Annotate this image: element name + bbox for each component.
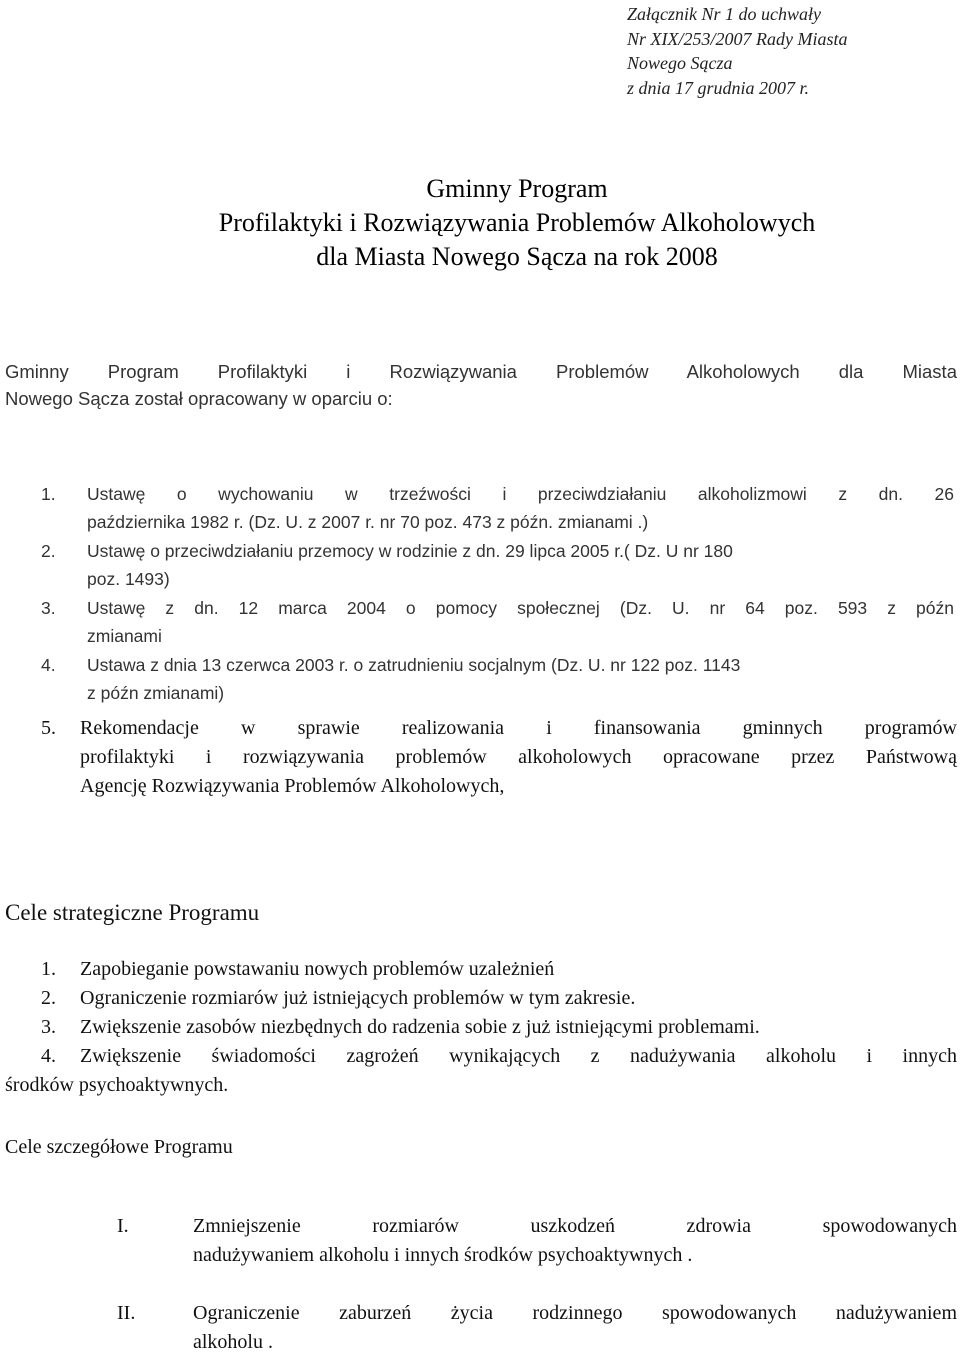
law-1-line-1: Ustawę o wychowaniu w trzeźwości i przeciwdziałaniu alkoholizmowi z dn. 26 <box>87 484 954 504</box>
strategic-item-4-number: 4. <box>41 1045 56 1067</box>
law-2-line-1: Ustawę o przeciwdziałaniu przemocy w rodzinie z dn. 29 lipca 2005 r.( Dz. U nr 180 <box>87 541 733 561</box>
law-5-line-3: Agencję Rozwiązywania Problemów Alkoholowych, <box>80 775 505 797</box>
law-5-line-1: Rekomendacje w sprawie realizowania i finansowania gminnych programów <box>80 717 957 739</box>
law-1-number: 1. <box>41 484 56 504</box>
legal-basis-item-5 <box>41 714 957 804</box>
annex-line-1: Załącznik Nr 1 do uchwały <box>627 4 821 24</box>
detailed-item-1-line-1: Zmniejszenie rozmiarów uszkodzeń zdrowia spowodowanych <box>193 1215 957 1237</box>
intro-line-2: Nowego Sącza został opracowany w oparciu o: <box>5 388 393 409</box>
title-line-3: dla Miasta Nowego Sącza na rok 2008 <box>316 242 718 271</box>
law-4-line-2: z późn zmianami) <box>87 682 225 703</box>
law-3-number: 3. <box>41 598 56 618</box>
strategic-item-3-text: Zwiększenie zasobów niezbędnych do radzenia sobie z już istniejącymi problemami. <box>80 1016 760 1038</box>
law-4-number: 4. <box>41 655 56 675</box>
law-5-number: 5. <box>41 717 56 739</box>
annex-line-3: Nowego Sącza <box>627 53 733 73</box>
detailed-item-1-number: I. <box>117 1215 129 1237</box>
law-3-line-2: zmianami <box>87 625 162 646</box>
strategic-item-2-text: Ograniczenie rozmiarów już istniejących problemów w tym zakresie. <box>80 987 636 1009</box>
law-4-line-1: Ustawa z dnia 13 czerwca 2003 r. o zatrudnieniu socjalnym (Dz. U. nr 122 poz. 1143 <box>87 655 741 675</box>
title-line-2: Profilaktyki i Rozwiązywania Problemów Alkoholowych <box>218 208 816 237</box>
law-2-number: 2. <box>41 541 56 561</box>
strategic-item-2-number: 2. <box>41 987 56 1009</box>
strategic-goals-heading: Cele strategiczne Programu <box>5 900 260 925</box>
document-title <box>0 172 960 274</box>
intro-paragraph <box>5 358 957 412</box>
detailed-item-2-line-1: Ograniczenie zaburzeń życia rodzinnego spowodowanych nadużywaniem <box>193 1302 957 1324</box>
strategic-item-4-line-1: Zwiększenie świadomości zagrożeń wynikających z nadużywania alkoholu i innych <box>80 1045 957 1067</box>
detailed-goals-heading: Cele szczegółowe Programu <box>5 1136 233 1158</box>
strategic-item-3-number: 3. <box>41 1016 56 1038</box>
title-line-1: Gminny Program <box>426 174 608 203</box>
detailed-item-2-number: II. <box>117 1302 136 1324</box>
strategic-item-1-text: Zapobieganie powstawaniu nowych problemów uzależnień <box>80 958 555 980</box>
detailed-item-1-line-2: nadużywaniem alkoholu i innych środków psychoaktywnych . <box>193 1244 693 1266</box>
detailed-item-2-line-2: alkoholu . <box>193 1331 273 1353</box>
law-2-line-2: poz. 1493) <box>87 568 170 589</box>
annex-header <box>627 2 847 100</box>
law-3-line-1: Ustawę z dn. 12 marca 2004 o pomocy społecznej (Dz. U. nr 64 poz. 593 z późn <box>87 598 954 618</box>
detailed-goals-list <box>117 1212 957 1352</box>
law-5-line-2: profilaktyki i rozwiązywania problemów alkoholowych opracowane przez Państwową <box>80 746 957 768</box>
intro-line-1: Gminny Program Profilaktyki i Rozwiązywania Problemów Alkoholowych dla Miasta <box>5 361 957 382</box>
strategic-item-1-number: 1. <box>41 958 56 980</box>
strategic-item-4-line-2: środków psychoaktywnych. <box>5 1074 229 1096</box>
law-1-line-2: października 1982 r. (Dz. U. z 2007 r. nr 70 poz. 473 z późn. zmianami .) <box>87 511 649 532</box>
annex-line-4: z dnia 17 grudnia 2007 r. <box>627 77 810 98</box>
annex-line-2: Nr XIX/253/2007 Rady Miasta <box>627 28 848 49</box>
